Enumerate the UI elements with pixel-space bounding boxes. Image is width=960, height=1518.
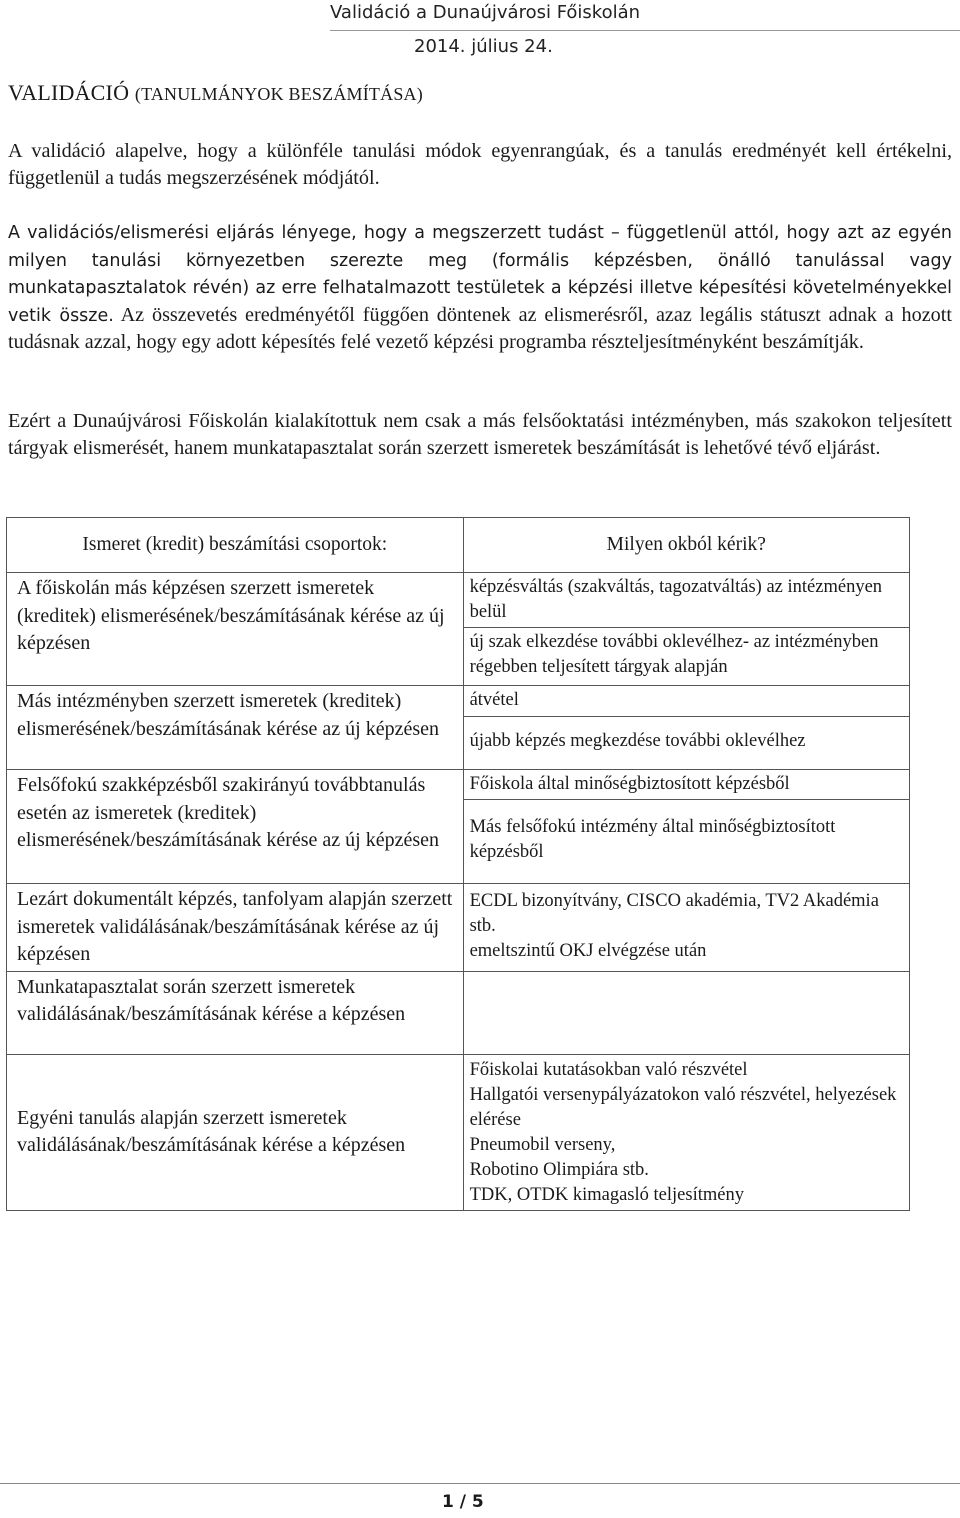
table-header-row [7,518,910,573]
reason-line: Hallgatói versenypályázatokon való részvétel, helyezések elérése [469,1084,897,1130]
paragraph-procedure [8,219,952,356]
group-cell: Lezárt dokumentált képzés, tanfolyam alapján szerzett ismeretek validálásának/beszámításának kérése az új képzésen [7,884,464,972]
reason-line: ECDL bizonyítvány, CISCO akadémia, TV2 Akadémia stb. [469,891,879,936]
group-cell: Más intézményben szerzett ismeretek (kreditek) elismerésének/beszámításának kérése az új képzésen [7,686,464,770]
group-cell: Felsőfokú szakképzésből szakirányú továbbtanulás esetén az ismeretek (kreditek) elismerésének/beszámításának kérése az új képzésen [7,770,464,884]
reason-line: Robotino Olimpiára stb. [469,1159,649,1180]
reason-line: Főiskolai kutatásokban való részvétel [469,1059,748,1080]
table-row [7,770,910,800]
title-subtitle: (TANULMÁNYOK BESZÁMÍTÁSA) [134,84,423,104]
reason-line: TDK, OTDK kimagasló teljesítmény [469,1184,744,1205]
reason-line: emeltszintű OKJ elvégzése után [469,941,707,961]
group-cell: A főiskolán más képzésen szerzett ismeretek (kreditek) elismerésének/beszámításának kérése az új képzésen [7,573,464,686]
reason-cell: újabb képzés megkezdése további oklevélhez [463,717,909,770]
header-date: 2014. július 24. [414,36,553,57]
table-header-groups: Ismeret (kredit) beszámítási csoportok: [7,518,464,573]
table-header-reasons: Milyen okból kérik? [463,518,909,573]
group-cell: Munkatapasztalat során szerzett ismeretek validálásának/beszámításának kérése a képzésen [7,971,464,1054]
credit-groups-table [6,517,910,1211]
document-title [8,80,423,106]
paragraph-procedure-part2: Az összevetés eredményétől függően döntenek az elismerésről, azaz legális státuszt adnak a hozott tudásnak azzal, hogy egy adott képesítés felé vezető képzési programba részteljesítményként beszámítják. [8,303,952,353]
table-row [7,884,910,972]
reason-cell [463,884,909,972]
reason-cell [463,1054,909,1210]
reason-cell [463,971,909,1054]
footer-divider [0,1483,960,1484]
table-row [7,573,910,628]
table-row [7,1054,910,1210]
page-number: 1 / 5 [442,1492,484,1512]
reason-line: Pneumobil verseny, [469,1134,616,1155]
group-cell: Egyéni tanulás alapján szerzett ismeretek validálásának/beszámításának kérése a képzésen [7,1054,464,1210]
table-row [7,971,910,1054]
paragraph-institution: Ezért a Dunaújvárosi Főiskolán kialakítottuk nem csak a más felsőoktatási intézményben, más szakokon teljesített tárgyak elismerését, hanem munkatapasztalat során szerzett ismeretek beszámítását is lehetővé tévő eljárást. [8,410,952,459]
paragraph-procedure-part1: A validációs/elismerési eljárás lényege, hogy a megszerzett tudást – függetlenül attól, hogy azt az egyén milyen tanulási környezetben szerezte meg (formális képzésben, önálló tanulással vagy munkatapasztalatok révén) az erre felhatalmazott testületek a képzési illetve képesítési követelményekkel vetik össze. [8,223,952,326]
reason-cell: Más felsőfokú intézmény által minőségbiztosított képzésből [463,800,909,884]
header-organization: Validáció a Dunaújvárosi Főiskolán [330,2,641,23]
paragraph-principle: A validáció alapelve, hogy a különféle tanulási módok egyenrangúak, és a tanulás eredményét kell értékelni, függetlenül a tudás megszerzésének módjától. [8,140,952,189]
reason-cell: képzésváltás (szakváltás, tagozatváltás) az intézményen belül [463,573,909,628]
table-row [7,686,910,717]
title-main: VALIDÁCIÓ [8,80,130,105]
reason-cell: Főiskola által minőségbiztosított képzésből [463,770,909,800]
header-divider [330,30,960,31]
reason-cell: új szak elkezdése további oklevélhez- az intézményben régebben teljesített tárgyak alapján [463,628,909,686]
reason-cell: átvétel [463,686,909,717]
